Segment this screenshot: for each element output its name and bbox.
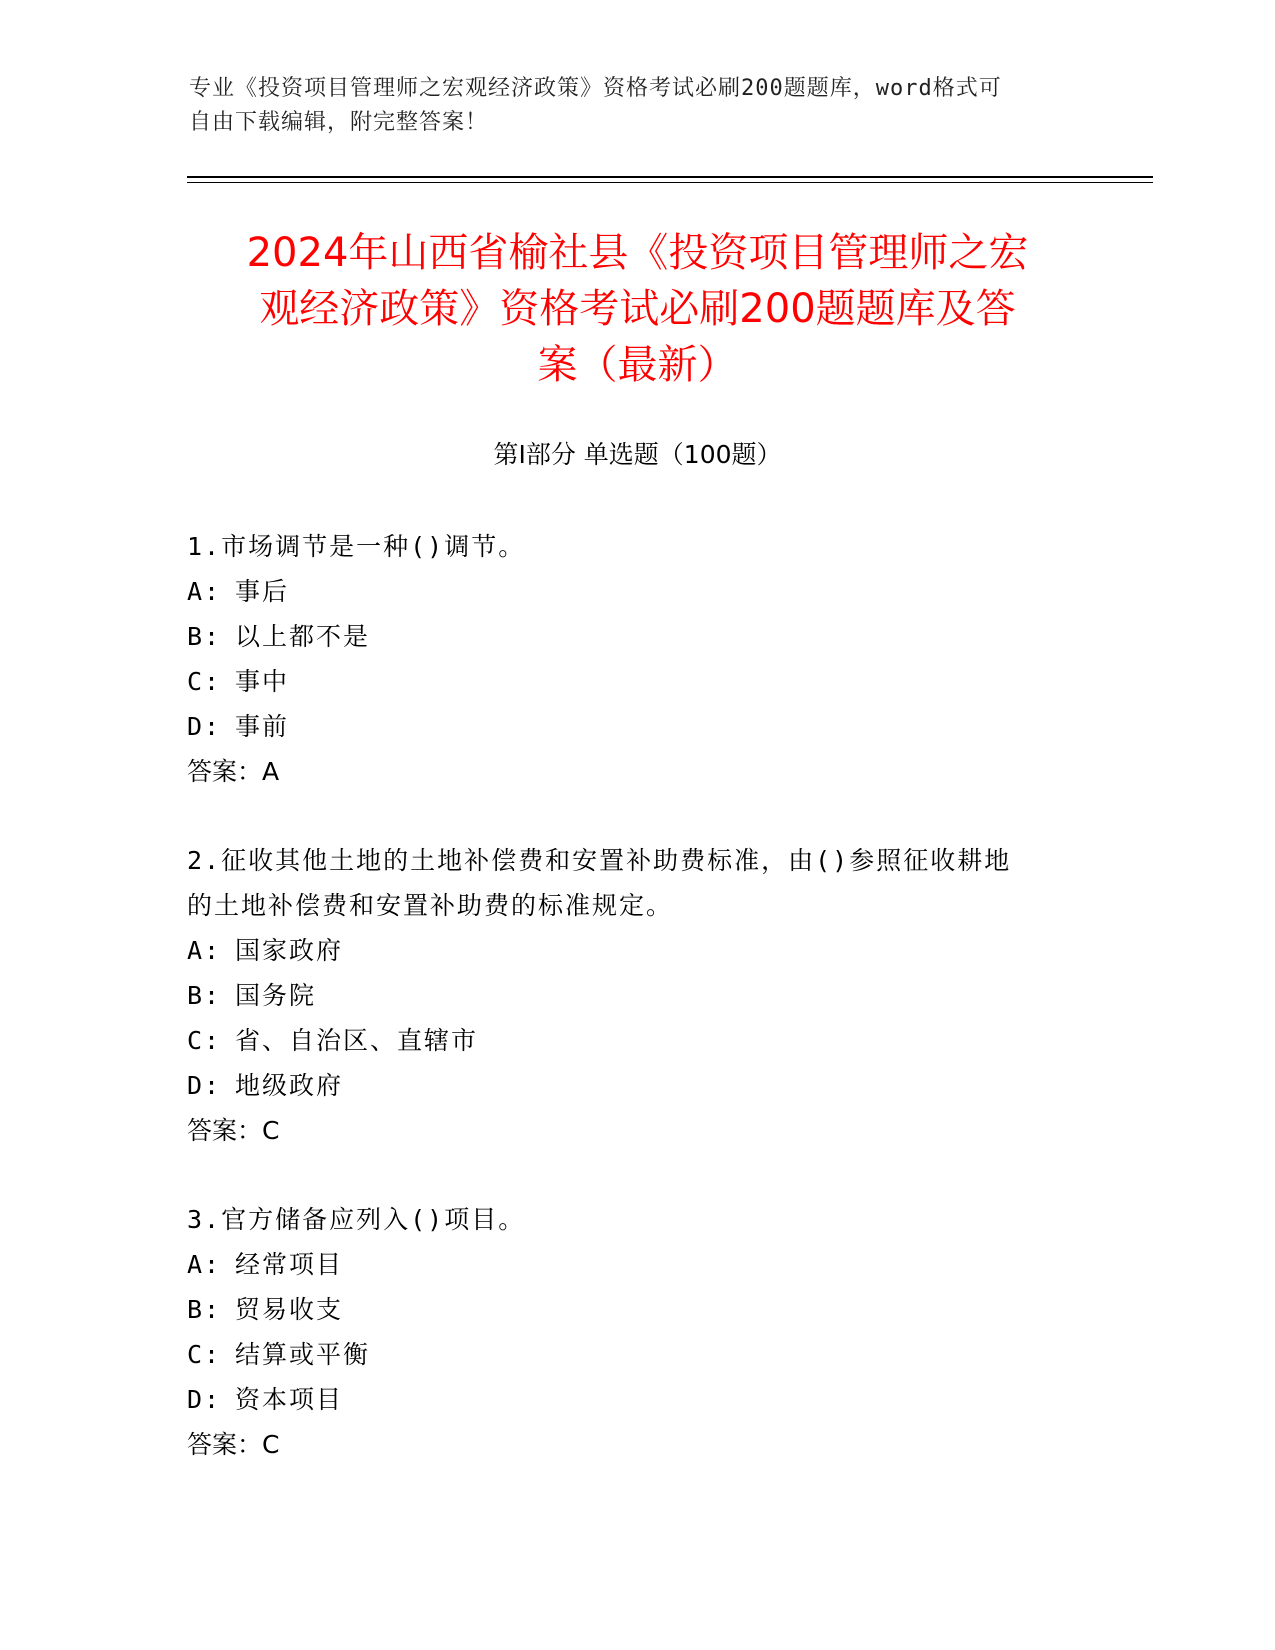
option-key: D: [187,712,222,741]
header-note-line: 自由下载编辑，附完整答案！ [189,110,489,135]
option-text: 以上都不是 [235,622,371,651]
answer-line: 答案：C [187,1116,280,1145]
option-text: 贸易收支 [235,1295,344,1324]
question-list [187,524,1067,1511]
header-divider-thin [187,182,1153,183]
option-key: B: [187,622,222,651]
answer-line: 答案：C [187,1430,280,1459]
option-text: 事中 [235,667,290,696]
question-stem: 1.市场调节是一种()调节。 [187,532,526,561]
option-b [187,1287,1067,1332]
option-text: 地级政府 [235,1071,344,1100]
option-d [187,704,1067,749]
option-a [187,928,1067,973]
question-stem: 的土地补偿费和安置补助费的标准规定。 [187,891,674,920]
header-note [189,72,1089,140]
option-key: C: [187,1340,222,1369]
answer-line: 答案：A [187,757,280,786]
option-c [187,1018,1067,1063]
option-text: 结算或平衡 [235,1340,371,1369]
question-stem: 3.官方储备应列入()项目。 [187,1205,526,1234]
option-key: C: [187,667,222,696]
option-text: 事后 [235,577,290,606]
option-d [187,1377,1067,1422]
document-title-line: 观经济政策》资格考试必刷200题题库及答 [259,286,1016,332]
document-title-line: 2024年山西省榆社县《投资项目管理师之宏 [246,230,1029,276]
option-key: A: [187,936,222,965]
header-divider-thick [187,176,1153,178]
option-c [187,1332,1067,1377]
option-b [187,614,1067,659]
question-item [187,838,1067,1153]
option-c [187,659,1067,704]
option-d [187,1063,1067,1108]
question-item [187,1197,1067,1467]
option-key: A: [187,577,222,606]
option-text: 省、自治区、直辖市 [235,1026,479,1055]
option-key: B: [187,981,222,1010]
option-key: A: [187,1250,222,1279]
question-item [187,524,1067,794]
option-text: 经常项目 [235,1250,344,1279]
option-key: D: [187,1071,222,1100]
option-key: C: [187,1026,222,1055]
option-a [187,1242,1067,1287]
option-key: D: [187,1385,222,1414]
option-text: 资本项目 [235,1385,344,1414]
header-note-line: 专业《投资项目管理师之宏观经济政策》资格考试必刷200题题库，word格式可 [189,76,1002,101]
option-text: 国家政府 [235,936,344,965]
option-key: B: [187,1295,222,1324]
document-title-line: 案（最新） [537,342,738,388]
question-stem: 2.征收其他土地的土地补偿费和安置补助费标准，由()参照征收耕地 [187,846,1012,875]
section-title: 第Ⅰ部分 单选题（100题） [493,440,782,469]
document-title [180,225,1095,393]
option-text: 国务院 [235,981,317,1010]
option-a [187,569,1067,614]
option-text: 事前 [235,712,290,741]
option-b [187,973,1067,1018]
